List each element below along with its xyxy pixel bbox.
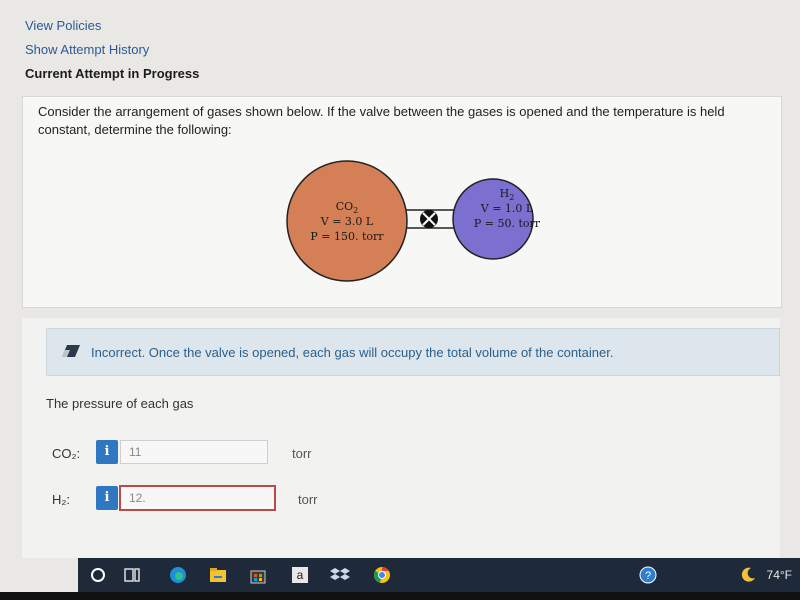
weather-temperature: 74°F bbox=[766, 568, 792, 582]
chrome-icon[interactable] bbox=[372, 565, 392, 585]
h2-unit-label: torr bbox=[298, 492, 318, 507]
co2-info-button[interactable]: i bbox=[96, 440, 118, 464]
dropbox-icon[interactable] bbox=[330, 565, 350, 585]
screen-bottom-edge bbox=[0, 592, 800, 600]
h2-info-button[interactable]: i bbox=[96, 486, 118, 510]
edge-browser-icon[interactable] bbox=[168, 565, 188, 585]
h2-pressure: P = 50. torr bbox=[473, 217, 541, 230]
help-icon[interactable] bbox=[638, 565, 658, 585]
h2-gas-label: $H_2$ bbox=[499, 187, 515, 202]
question-card bbox=[22, 96, 782, 308]
svg-text:a: a bbox=[296, 568, 304, 582]
h2-pressure-input[interactable] bbox=[119, 485, 276, 511]
valve-icon bbox=[420, 210, 438, 228]
co2-pressure: P = 150. torr bbox=[310, 230, 384, 243]
view-policies-link[interactable]: View Policies bbox=[25, 18, 102, 33]
task-view-icon[interactable] bbox=[122, 565, 142, 585]
weather-moon-icon bbox=[738, 565, 758, 585]
question-text: Consider the arrangement of gases shown below. If the valve between the gases is opened and the temperature is held constant, determine the following: bbox=[38, 104, 725, 137]
h2-volume: V = 1.0 L bbox=[480, 202, 534, 215]
co2-label: CO₂: bbox=[52, 446, 81, 461]
co2-gas-label: $CO_2$ bbox=[335, 200, 359, 215]
cortana-icon[interactable] bbox=[88, 565, 108, 585]
show-attempt-history-link[interactable]: Show Attempt History bbox=[25, 42, 150, 57]
store-icon[interactable] bbox=[248, 565, 268, 585]
co2-pressure-input[interactable] bbox=[120, 440, 268, 464]
eraser-icon bbox=[61, 344, 81, 358]
current-attempt-heading: Current Attempt in Progress bbox=[25, 66, 200, 81]
co2-unit-label: torr bbox=[292, 446, 312, 461]
answer-area bbox=[22, 318, 780, 558]
feedback-banner bbox=[46, 328, 780, 376]
svg-text:?: ? bbox=[644, 570, 652, 582]
co2-volume: V = 3.0 L bbox=[320, 215, 374, 228]
windows-taskbar bbox=[78, 558, 800, 592]
gas-bulbs-diagram bbox=[285, 155, 565, 295]
top-links bbox=[25, 14, 199, 86]
file-explorer-icon[interactable] bbox=[208, 565, 228, 585]
h2-label: H₂: bbox=[52, 492, 71, 507]
feedback-text: Incorrect. Once the valve is opened, each gas will occupy the total volume of the container. bbox=[91, 345, 614, 360]
amazon-icon[interactable] bbox=[290, 565, 310, 585]
question-prompt: The pressure of each gas bbox=[46, 396, 194, 411]
